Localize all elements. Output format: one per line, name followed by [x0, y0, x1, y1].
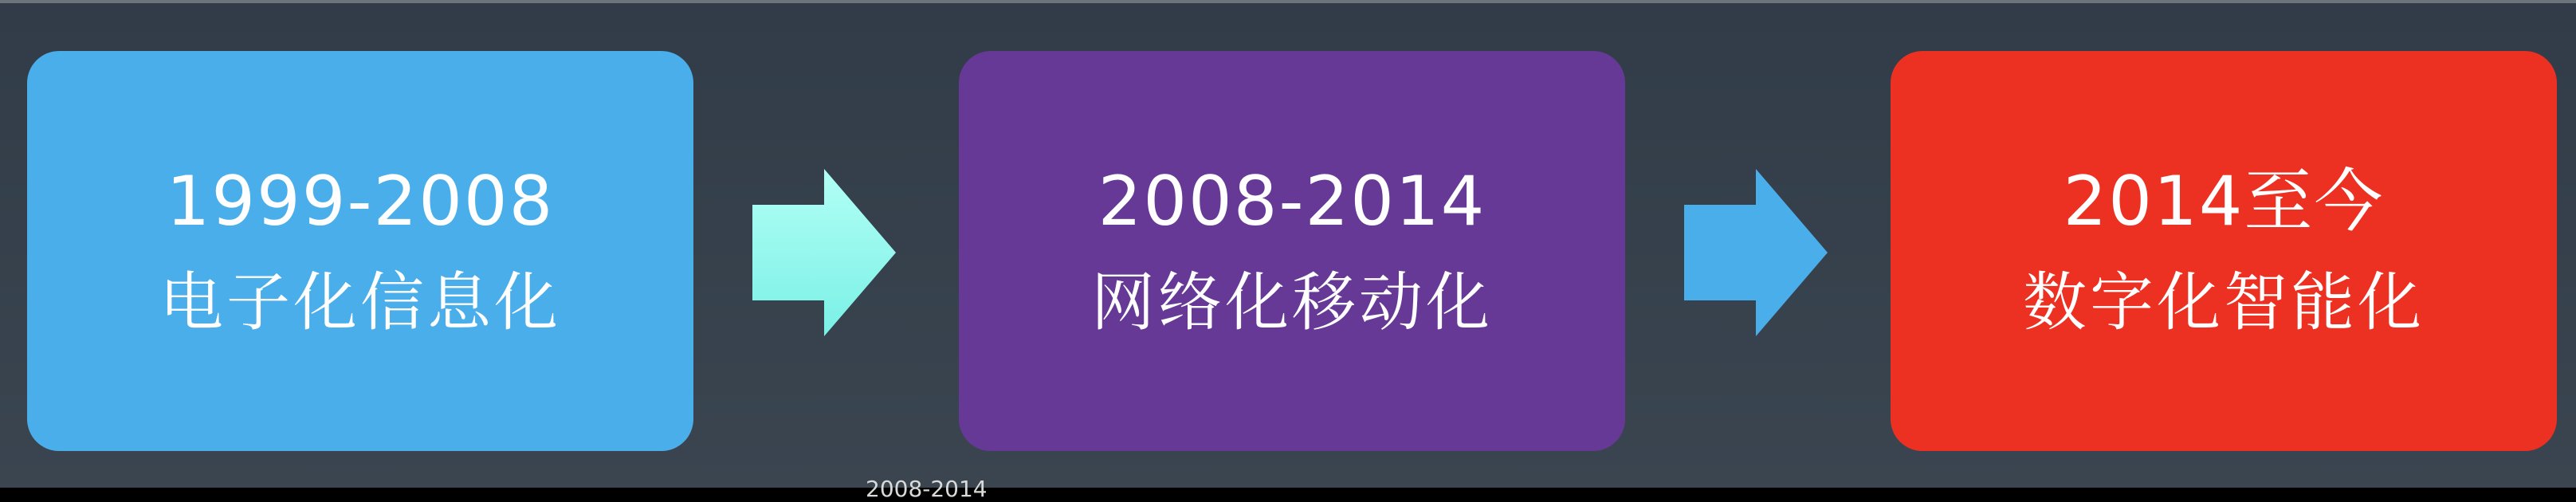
stray-caption: 2008-2014: [866, 476, 988, 502]
stage-label: 网络化移动化: [1091, 265, 1493, 339]
stage-label: 数字化智能化: [2023, 265, 2425, 339]
stage-box-2014-present: [1891, 51, 2557, 451]
stage-box-2008-2014: [959, 51, 1625, 451]
stage-box-1999-2008: [27, 51, 693, 451]
stage-years: 2008-2014: [1098, 162, 1486, 241]
right-arrow-icon: [752, 169, 896, 336]
stage-years: 1999-2008: [166, 162, 555, 241]
stage-years: 2014至今: [2063, 162, 2385, 241]
stage-label: 电子化信息化: [159, 265, 561, 339]
right-arrow-icon: [1684, 169, 1828, 336]
